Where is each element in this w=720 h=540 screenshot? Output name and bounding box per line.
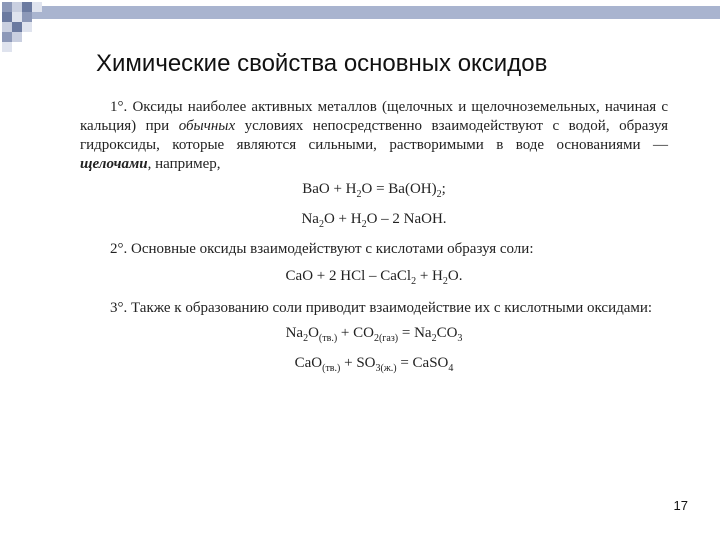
equation-3: CaO + 2 HCl – CaCl$_2$ + $H_2O$. bbox=[285, 268, 463, 287]
deco-square bbox=[2, 12, 12, 22]
deco-square bbox=[2, 22, 12, 32]
p3-text: Также к образованию соли приводит взаимодействие их с кислотными оксидами: bbox=[131, 300, 653, 316]
deco-square bbox=[12, 2, 22, 12]
p1-text-e: , например, bbox=[147, 156, 221, 172]
p1-italic-word: обычных bbox=[178, 118, 236, 134]
deco-square bbox=[12, 12, 22, 22]
deco-square bbox=[12, 22, 22, 32]
deco-square bbox=[22, 2, 32, 12]
p1-text-c: условиях непосредственно взаимодействуют с водой, образуя гидроксиды, которые являются сильными, растворимыми в воде основаниями — bbox=[80, 118, 669, 153]
paragraph-2 bbox=[80, 240, 668, 259]
page-number: 17 bbox=[673, 498, 688, 513]
deco-square bbox=[2, 42, 12, 52]
deco-square bbox=[2, 2, 12, 12]
equation-1: BaO + $H_2O = Ba(OH)_2$; bbox=[302, 181, 446, 200]
deco-square bbox=[32, 2, 42, 12]
equation-4: $Na_2O_{(тв.)} + CO_{2(газ)} = Na_2CO_3$ bbox=[285, 325, 463, 344]
p2-text: Основные оксиды взаимодействуют с кислотами образуя соли: bbox=[131, 241, 534, 257]
p1-number: 1°. bbox=[110, 99, 128, 115]
deco-square bbox=[22, 22, 32, 32]
equation-2: $Na_2O + H_2O - 2$ NaOH. bbox=[301, 211, 447, 230]
deco-square bbox=[22, 12, 32, 22]
deco-square bbox=[12, 32, 22, 42]
deco-bar bbox=[30, 6, 720, 19]
equation-5: $CaO_{(тв.)} + SO_{3(ж.)}$ = CaSO$_4$ bbox=[294, 355, 454, 374]
p2-number: 2°. bbox=[110, 241, 128, 257]
paragraph-1 bbox=[80, 98, 668, 174]
p3-number: 3°. bbox=[110, 300, 128, 316]
scanned-text-block bbox=[80, 98, 668, 384]
paragraph-3 bbox=[80, 299, 668, 318]
deco-square bbox=[2, 32, 12, 42]
p1-bold-term: щелочами bbox=[80, 156, 148, 172]
slide-title: Химические свойства основных оксидов bbox=[96, 50, 548, 77]
p1-text-a: Оксиды наиболее активных металлов (щелочных и щелочноземельных, начиная с кальция) при bbox=[80, 99, 668, 134]
